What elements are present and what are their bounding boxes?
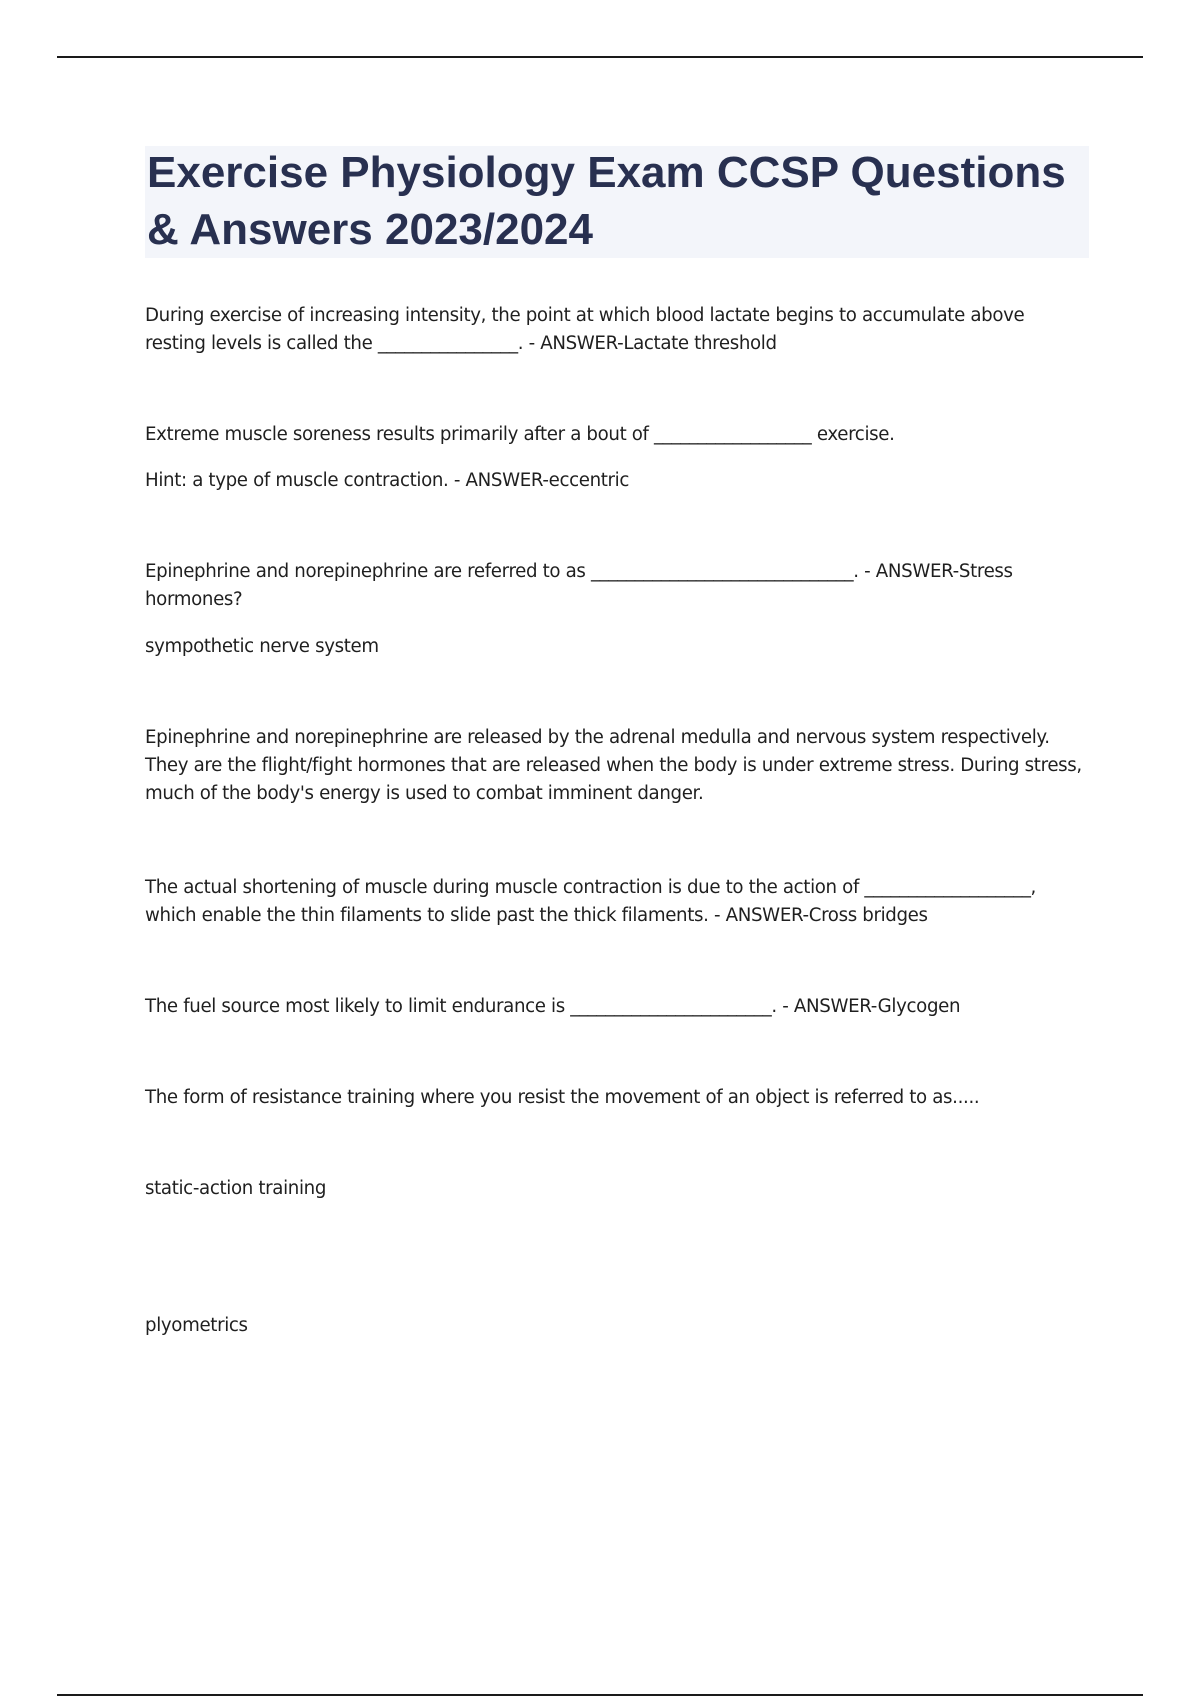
hint-muscle-soreness: Hint: a type of muscle contraction. - ANSWER-eccentric xyxy=(145,470,630,491)
bottom-rule xyxy=(57,1694,1143,1696)
option-static-action-training: static-action training xyxy=(145,1178,327,1199)
question-stress-hormones: Epinephrine and norepinephrine are referred to as ______________________________. - ANSWER-Stress hormones? xyxy=(145,561,1013,610)
question-muscle-soreness: Extreme muscle soreness results primarily after a bout of __________________ exercise. xyxy=(145,424,895,445)
question-glycogen: The fuel source most likely to limit endurance is _______________________. - ANSWER-Glycogen xyxy=(145,996,961,1017)
top-rule xyxy=(57,56,1143,58)
question-cross-bridges: The actual shortening of muscle during muscle contraction is due to the action of ___________________, which enable the thin filaments to slide past the thick filaments. - ANSWER-Cross bridges xyxy=(145,877,1036,926)
question-resistance-training: The form of resistance training where you resist the movement of an object is referred to as..... xyxy=(145,1087,980,1108)
document-title: Exercise Physiology Exam CCSP Questions & Answers 2023/2024 xyxy=(147,148,1066,254)
option-plyometrics: plyometrics xyxy=(145,1315,248,1336)
note-sympathetic-system: sympothetic nerve system xyxy=(145,636,379,657)
explanation-epinephrine: Epinephrine and norepinephrine are released by the adrenal medulla and nervous system respectively. They are the flight/fight hormones that are released when the body is under extreme stress. During stress, much of the body's energy is used to combat imminent danger. xyxy=(145,727,1082,804)
question-lactate-threshold: During exercise of increasing intensity, the point at which blood lactate begins to accumulate above resting levels is called the ________________. - ANSWER-Lactate threshold xyxy=(145,305,1025,354)
